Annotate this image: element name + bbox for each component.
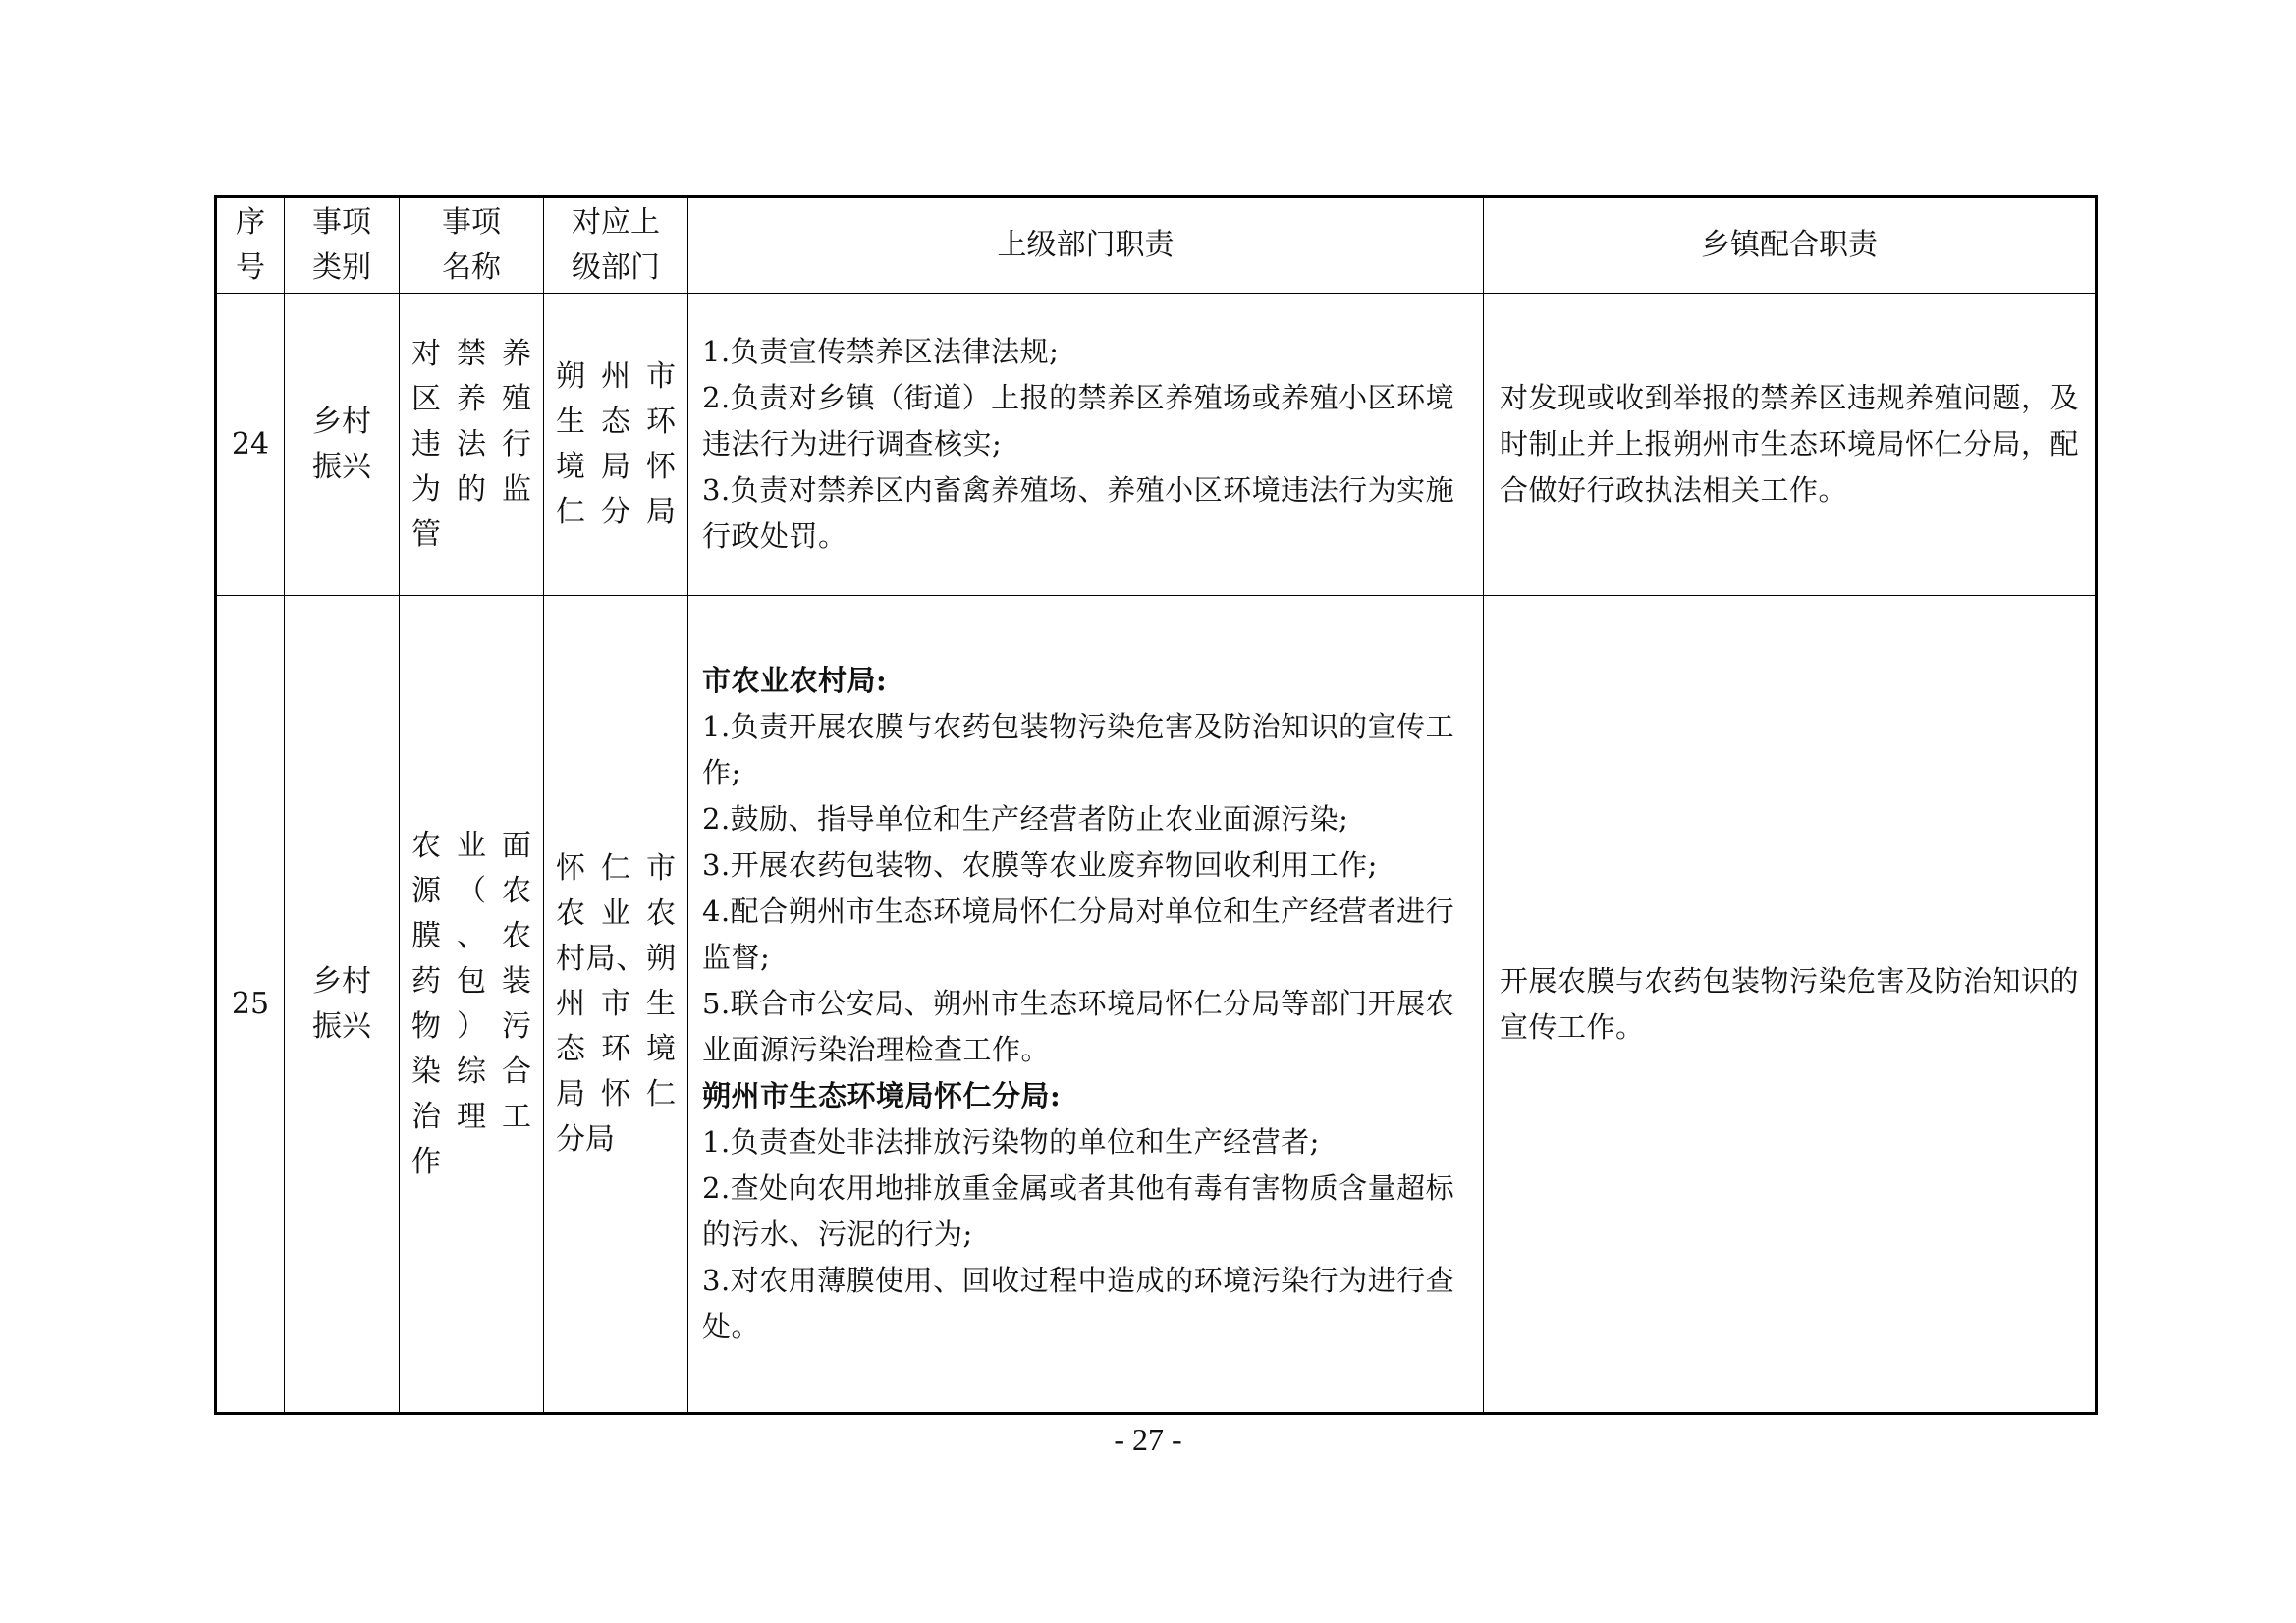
text-line: 朔州市 <box>556 358 676 394</box>
text-line: 名称 <box>442 250 501 285</box>
text-line: 3.对农用薄膜使用、回收过程中造成的环境污染行为进行查处。 <box>702 1264 1455 1343</box>
table-header-row <box>216 197 2097 294</box>
text-line: 事项 <box>312 205 371 240</box>
text-line: 作 <box>411 1144 441 1179</box>
text-line: 对应上 <box>572 205 660 240</box>
text-line: 分局 <box>556 1121 615 1157</box>
text-line: 振兴 <box>312 1008 371 1044</box>
header-category <box>285 197 400 294</box>
row-number: 25 <box>216 596 285 1414</box>
duty-section-title: 市农业农村局: <box>702 664 888 697</box>
text-line: 序 <box>236 205 265 240</box>
duty-table <box>214 195 2098 1415</box>
row-name <box>400 294 544 596</box>
text-line: 局怀仁 <box>556 1076 676 1111</box>
text-line: 1.负责查处非法排放污染物的单位和生产经营者; <box>702 1125 1320 1159</box>
row-duty <box>688 596 1484 1414</box>
text-line: 违法行 <box>411 426 531 461</box>
text-line: 2.负责对乡镇（街道）上报的禁养区养殖场或养殖小区环境违法行为进行调查核实; <box>702 381 1455 460</box>
text-line: 2.查处向农用地排放重金属或者其他有毒有害物质含量超标的污水、污泥的行为; <box>702 1171 1455 1251</box>
table-row <box>216 294 2097 596</box>
text-line: 境局怀 <box>556 449 676 484</box>
text-line: 振兴 <box>312 449 371 484</box>
text-line: 治理工 <box>411 1099 531 1134</box>
text-line: 源（农 <box>411 873 531 908</box>
text-line: 为的监 <box>411 471 531 507</box>
text-line: 1.负责开展农膜与农药包装物污染危害及防治知识的宣传工作; <box>702 710 1455 789</box>
row-number: 24 <box>216 294 285 596</box>
header-town: 乡镇配合职责 <box>1484 197 2097 294</box>
row-town-duty: 开展农膜与农药包装物污染危害及防治知识的宣传工作。 <box>1484 596 2097 1414</box>
text-line: 药包装 <box>411 963 531 999</box>
text-line: 物）污 <box>411 1008 531 1044</box>
text-line: 5.联合市公安局、朔州市生态环境局怀仁分局等部门开展农业面源污染治理检查工作。 <box>702 987 1455 1066</box>
text-line: 乡村 <box>312 963 371 999</box>
text-line: 农业农 <box>556 895 676 931</box>
text-line: 事项 <box>442 205 501 240</box>
header-dept <box>544 197 688 294</box>
text-line: 生态环 <box>556 404 676 439</box>
text-line: 区养殖 <box>411 381 531 416</box>
text-line: 2.鼓励、指导单位和生产经营者防止农业面源污染; <box>702 802 1349 836</box>
text-line: 怀仁市 <box>556 850 676 886</box>
text-line: 州市生 <box>556 986 676 1021</box>
text-line: 级部门 <box>572 250 660 285</box>
row-dept <box>544 596 688 1414</box>
text-line: 3.负责对禁养区内畜禽养殖场、养殖小区环境违法行为实施行政处罚。 <box>702 473 1455 553</box>
text-line: 对禁养 <box>411 336 531 371</box>
text-line: 号 <box>236 250 265 285</box>
row-town-duty: 对发现或收到举报的禁养区违规养殖问题，及时制止并上报朔州市生态环境局怀仁分局，配合做好行政执法相关工作。 <box>1484 294 2097 596</box>
table-row <box>216 596 2097 1414</box>
header-num <box>216 197 285 294</box>
row-category <box>285 596 400 1414</box>
text-line: 染综合 <box>411 1054 531 1089</box>
duty-section-title: 朔州市生态环境局怀仁分局: <box>702 1079 1062 1112</box>
text-line: 乡村 <box>312 404 371 439</box>
text-line: 管 <box>411 516 441 552</box>
row-name <box>400 596 544 1414</box>
text-line: 3.开展农药包装物、农膜等农业废弃物回收利用工作; <box>702 848 1378 882</box>
text-line: 态环境 <box>556 1031 676 1066</box>
header-name <box>400 197 544 294</box>
row-dept <box>544 294 688 596</box>
text-line: 1.负责宣传禁养区法律法规; <box>702 335 1060 368</box>
text-line: 4.配合朔州市生态环境局怀仁分局对单位和生产经营者进行监督; <box>702 894 1455 974</box>
text-line: 类别 <box>312 250 371 285</box>
text-line: 村局、朔 <box>556 941 676 976</box>
text-line: 仁分局 <box>556 494 676 529</box>
page-number: - 27 - <box>1114 1422 1182 1457</box>
text-line: 膜、农 <box>411 918 531 953</box>
row-duty <box>688 294 1484 596</box>
row-category <box>285 294 400 596</box>
header-duty: 上级部门职责 <box>688 197 1484 294</box>
text-line: 农业面 <box>411 828 531 863</box>
